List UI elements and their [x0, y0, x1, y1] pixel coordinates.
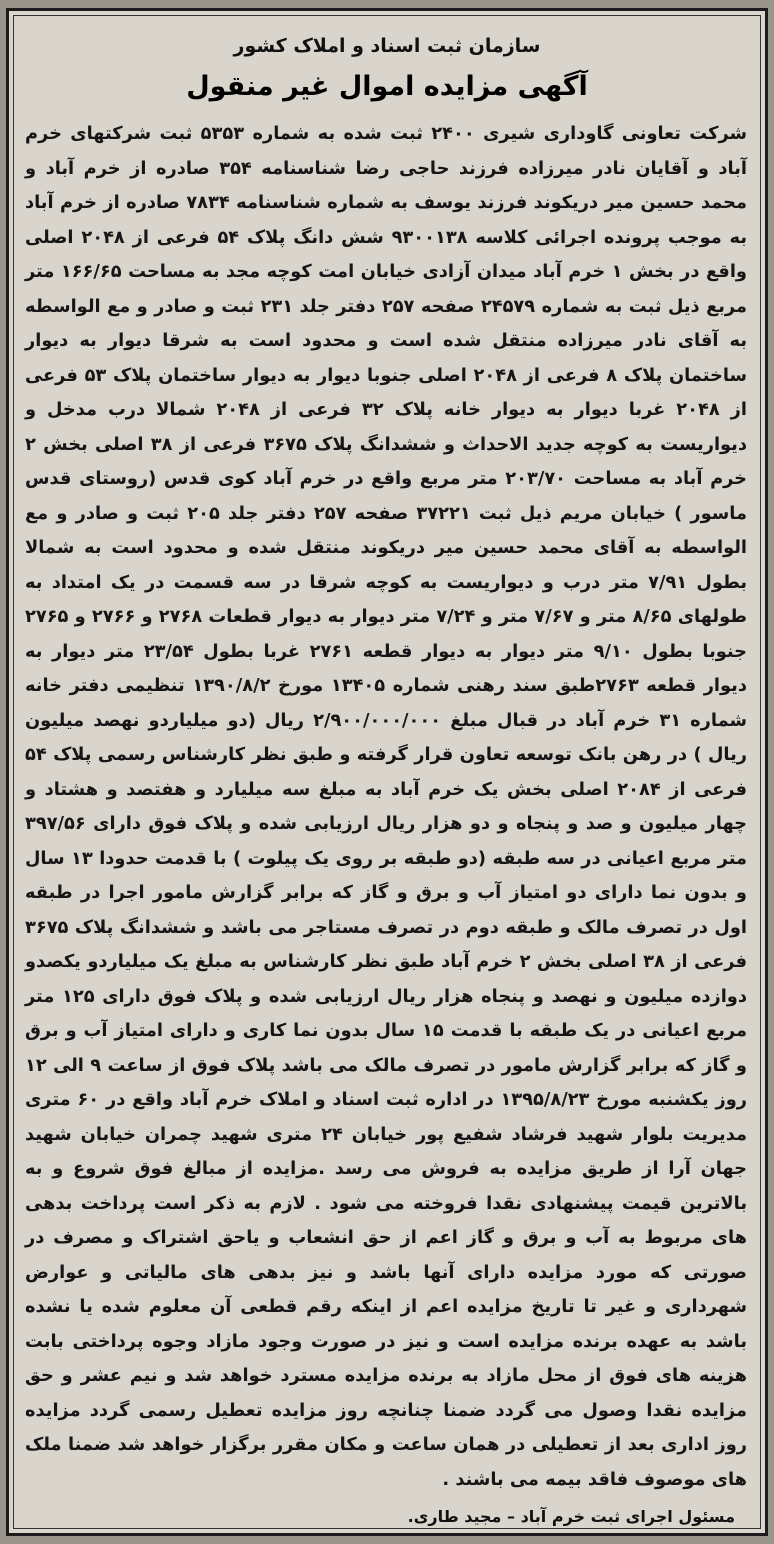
notice-paper [6, 8, 768, 1536]
notice-title: آگهی مزایده اموال غیر منقول [186, 71, 588, 102]
notice-body [25, 117, 747, 1497]
signature-line: مسئول اجرای ثبت خرم آباد – مجید طاری. [407, 1507, 735, 1526]
notice-paragraph: شرکت تعاونی گاوداری شیری ۲۴۰۰ ثبت شده به شماره ۵۳۵۳ ثبت شرکتهای خرم آباد و آقایان نادر میرزاده فرزند حاجی رضا شناسنامه ۳۵۴ صادره از خرم آباد و محمد حسین میر دریکوند فرزند یوسف به شماره شناسنامه ۷۸۳۴ صادره از خرم آباد به موجب پرونده اجرائی کلاسه ۹۳۰۰۱۳۸ شش دانگ پلاک ۵۴ فرعی از ۲۰۴۸ اصلی واقع در بخش ۱ خرم آباد میدان آزادی خیابان امت کوچه مجد به مساحت ۱۶۶/۶۵ متر مربع ذیل ثبت به شماره ۲۴۵۷۹ صفحه ۲۵۷ دفتر جلد ۲۳۱ ثبت و صادر و مع الواسطه به آقای نادر میرزاده منتقل شده است و محدود است به شرقا دیوار به دیوار ساختمان پلاک ۸ فرعی از ۲۰۴۸ اصلی جنوبا دیوار به دیوار ساختمان پلاک ۵۳ فرعی از ۲۰۴۸ غربا دیوار به دیوار خانه پلاک ۳۲ فرعی از ۲۰۴۸ شمالا درب مدخل و دیواریست به کوچه جدید الاحداث و ششدانگ پلاک ۳۶۷۵ فرعی از ۳۸ اصلی بخش ۲ خرم آباد به مساحت ۲۰۳/۷۰ متر مربع واقع در خرم آباد کوی قدس (روستای قدس ماسور ) خیابان مریم ذیل ثبت ۳۷۲۲۱ صفحه ۲۵۷ دفتر جلد ۲۰۵ ثبت و صادر و مع الواسطه به آقای محمد حسین میر دریکوند منتقل شده و محدود است به شمالا بطول ۷/۹۱ متر درب و دیواریست به کوچه شرقا در سه قسمت در یک امتداد به طولهای ۸/۶۵ متر و ۷/۶۷ متر و ۷/۲۴ متر دیوار به دیوار قطعات ۲۷۶۸ و ۲۷۶۶ و ۲۷۶۵ جنوبا بطول ۹/۱۰ متر دیوار به دیوار قطعه ۲۷۶۱ غربا بطول ۲۳/۵۴ متر دیوار به دیوار قطعه ۲۷۶۳طبق سند رهنی شماره ۱۳۴۰۵ مورخ ۱۳۹۰/۸/۲ تنظیمی دفتر خانه شماره ۳۱ خرم آباد در قبال مبلغ ۲/۹۰۰/۰۰۰/۰۰۰ ریال (دو میلیاردو نهصد میلیون ریال ) در رهن بانک توسعه تعاون قرار گرفته و طبق نظر کارشناس رسمی پلاک ۵۴ فرعی از ۲۰۸۴ اصلی بخش یک خرم آباد به مبلغ سه میلیارد و هفتصد و هشتاد و چهار میلیون و صد و پنجاه و دو هزار ریال ارزیابی شده و پلاک فوق دارای ۳۹۷/۵۶ متر مربع اعیانی در سه طبقه (دو طبقه بر روی یک پیلوت ) با قدمت حدودا ۱۳ سال و بدون نما دارای دو امتیاز آب و برق و گاز که برابر گزارش مامور اجرا در طبقه اول در تصرف مالک و طبقه دوم در تصرف مستاجر می باشد و ششدانگ پلاک ۳۶۷۵ فرعی از ۳۸ اصلی بخش ۲ خرم آباد طبق نظر کارشناس به مبلغ یک میلیاردو یکصدو دوازده میلیون و نهصد و پنجاه هزار ریال ارزیابی شده و پلاک فوق دارای ۱۲۵ متر مربع اعیانی در یک طبقه با قدمت ۱۵ سال بدون نما کاری و دارای امتیاز آب و برق و گاز که برابر گزارش مامور در تصرف مالک می باشد پلاک فوق از ساعت ۹ الی ۱۲ روز یکشنبه مورخ ۱۳۹۵/۸/۲۳ در اداره ثبت اسناد و املاک خرم آباد واقع در ۶۰ متری مدیریت بلوار شهید فرشاد شفیع پور خیابان ۲۴ متری شهید چمران خیابان شهید جهان آرا از طریق مزایده به فروش می رسد .مزایده از مبالغ فوق شروع و به بالاترین قیمت پیشنهادی نقدا فروخته می شود . لازم به ذکر است پرداخت بدهی های مربوط به آب و برق و گاز اعم از حق انشعاب و یاحق اشتراک و مصرف در صورتی که مورد مزایده دارای آنها باشد و نیز بدهی های مالیاتی و عوارض شهرداری و غیر تا تاریخ مزایده اعم از اینکه رقم قطعی آن معلوم شده یا نشده باشد به عهده برنده مزایده است و نیز در صورت وجود مازاد وجوه پرداختی بابت هزینه های فوق از محل مازاد به برنده مزایده مسترد خواهد شد و نیم عشر و حق مزایده نقدا وصول می گردد ضمنا چنانچه روز مزایده تعطیل رسمی گردد مزایده روز اداری بعد از تعطیلی در همان ساعت و مکان مقرر برگزار خواهد شد ضمنا ملک های موصوف فاقد بیمه می باشند . [25, 123, 748, 1490]
organization-name: سازمان ثبت اسناد و املاک کشور [233, 35, 541, 57]
